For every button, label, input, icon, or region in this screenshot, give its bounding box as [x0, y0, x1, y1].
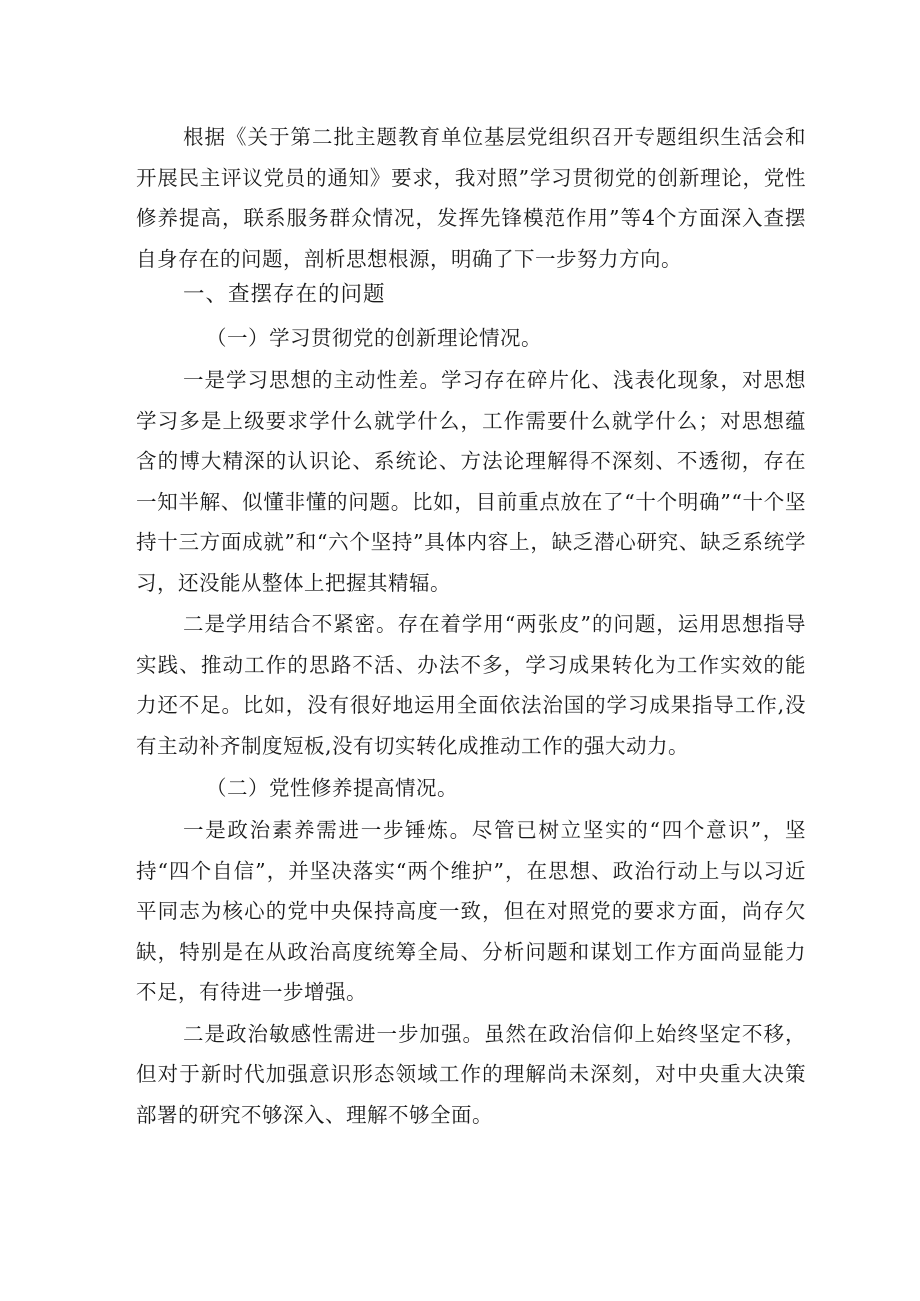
body-paragraph: 一是学习思想的主动性差。学习存在碎片化、浅表化现象，对思想学习多是上级要求学什么就学什么，工作需要什么就学什么；对思想蕴含的博大精深的认识论、系统论、方法论理解得不深刻、不透彻，存在一知半解、似懂非懂的问题。比如，目前重点放在了“十个明确”“十个坚持十三方面成就”和“六个坚持”具体内容上，缺乏潜心研究、缺乏系统学习，还没能从整体上把握其精辐。 — [136, 368, 806, 595]
body-paragraph: 二是学用结合不紧密。存在着学用“两张皮”的问题，运用思想指导实践、推动工作的思路不活、办法不多，学习成果转化为工作实效的能力还不足。比如，没有很好地运用全面依法治国的学习成果指导工作,没有主动补齐制度短板,没有切实转化成推动工作的强大动力。 — [136, 612, 806, 758]
section-heading: 一、查摆存在的问题 — [183, 282, 386, 307]
subsection-heading: （一）学习贯彻党的创新理论情况。 — [206, 326, 542, 350]
document-body — [136, 117, 806, 1135]
intro-paragraph: 根据《关于第二批主题教育单位基层党组织召开专题组织生活会和开展民主评议党员的通知》要求，我对照”学习贯彻党的创新理论，党性修养提高，联系服务群众情况，发挥先锋模范作用”等4个方面深入查摆自身存在的问题，剖析思想根源，明确了下一步努力方向。 — [136, 125, 806, 271]
subsection-heading: （二）党性修养提高情况。 — [206, 776, 458, 800]
body-paragraph: 二是政治敏感性需进一步加强。虽然在政治信仰上始终坚定不移，但对于新时代加强意识形态领域工作的理解尚未深刻，对中央重大决策部署的研究不够深入、理解不够全面。 — [136, 1021, 806, 1127]
body-paragraph: 一是政治素养需进一步锤炼。尽管已树立坚实的“四个意识”，坚持“四个自信”，并坚决落实“两个维护”，在思想、政治行动上与以习近平同志为核心的党中央保持高度一致，但在对照党的要求方面，尚存欠缺，特别是在从政治高度统筹全局、分析问题和谋划工作方面尚显能力不足，有待进一步增强。 — [136, 818, 806, 1004]
